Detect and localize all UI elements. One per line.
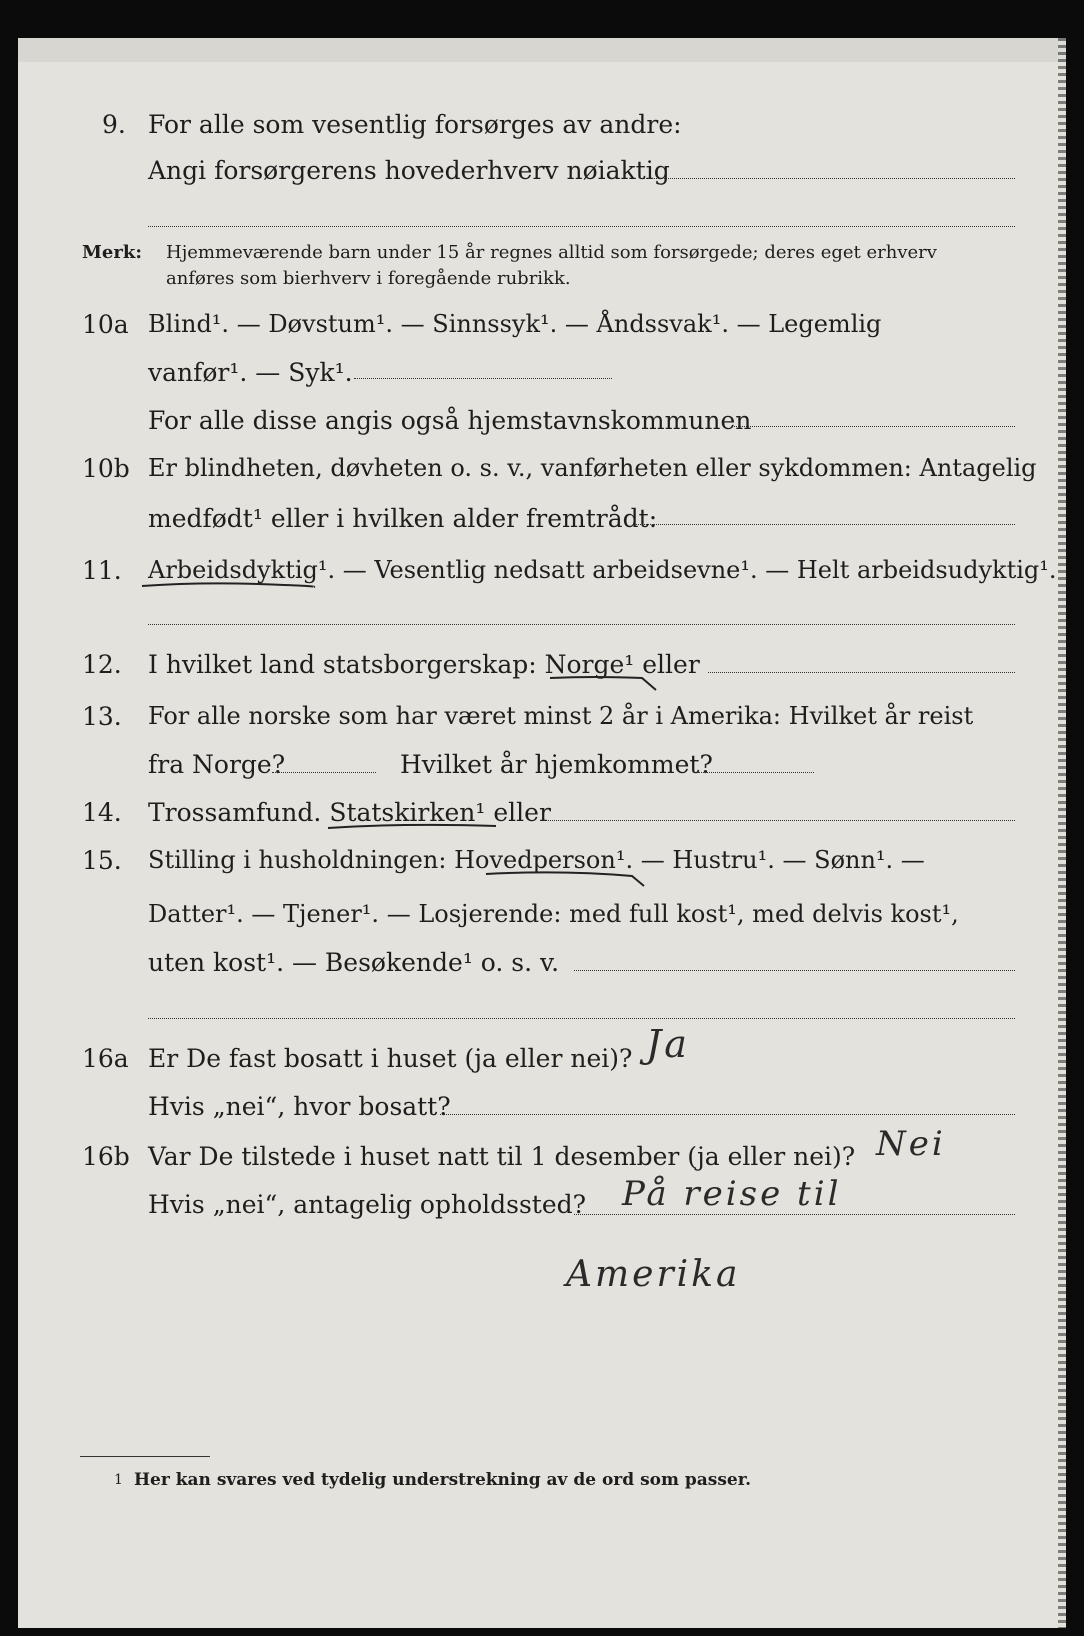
q9-answer-line (640, 178, 1015, 179)
census-form-page (18, 38, 1066, 1628)
q10a-line2: vanfør¹. — Syk¹. (148, 358, 353, 387)
q16a-line2: Hvis „nei“, hvor bosatt? (148, 1092, 451, 1121)
q16a-answer-line (440, 1114, 1015, 1115)
q12-underline-mark (546, 670, 666, 692)
q15-line2: Datter¹. — Tjener¹. — Losjerende: med full kost¹, med delvis kost¹, (148, 900, 959, 928)
q14-underline-mark (324, 818, 504, 834)
q16a-line1: Er De fast bosatt i huset (ja eller nei)? (148, 1044, 633, 1073)
q14-rest: ¹ eller (475, 798, 551, 827)
q10b-answer-line (636, 524, 1015, 525)
q9-line1: For alle som vesentlig forsørges av andre: (148, 110, 682, 139)
q15-option-hovedperson: Hovedperson (454, 846, 616, 874)
footnote-rule (80, 1456, 210, 1457)
q15-underline-mark (482, 866, 662, 890)
q15-rest: ¹. — Hustru¹. — Sønn¹. — (615, 846, 925, 874)
q13-year-returned-line (698, 772, 814, 773)
q10a-number: 10a (82, 310, 129, 339)
merk-line2: anføres som bierhverv i foregående rubrikk. (166, 268, 571, 289)
q11-rest: ¹. — Vesentlig nedsatt arbeidsevne¹. — Helt arbeidsudyktig¹. (317, 556, 1057, 584)
q16b-answer-line (574, 1214, 1015, 1215)
q13-line2a: fra Norge? (148, 750, 286, 779)
q12-rest: ¹ eller (624, 650, 700, 679)
q13-year-left-line (272, 772, 376, 773)
q10a-answer-line (354, 378, 612, 379)
q16a-handwritten-answer: Ja (646, 1022, 690, 1066)
q10b-line2: medfødt¹ eller i hvilken alder fremtrådt: (148, 504, 658, 533)
q10a-line1: Blind¹. — Døvstum¹. — Sinnssyk¹. — Åndssvak¹. — Legemlig (148, 310, 882, 338)
q11-underline-mark (138, 578, 318, 594)
q16b-line2: Hvis „nei“, antagelig opholdssted? (148, 1190, 587, 1219)
q10b-number: 10b (82, 454, 130, 483)
footnote-text: Her kan svares ved tydelig understrekning av de ord som passer. (134, 1470, 752, 1490)
q14-number: 14. (82, 798, 122, 827)
page-header-strip (18, 38, 1066, 62)
q13-number: 13. (82, 702, 122, 731)
handwritten-place-line2: Amerika (566, 1254, 741, 1295)
q10a-municipality-line (734, 426, 1015, 427)
merk-label: Merk: (82, 242, 142, 263)
q10b-line1: Er blindheten, døvheten o. s. v., vanførheten eller sykdommen: Antagelig (148, 454, 1037, 482)
q16b-number: 16b (82, 1142, 130, 1171)
q15-line3: uten kost¹. — Besøkende¹ o. s. v. (148, 948, 560, 977)
q12-answer-line (708, 672, 1015, 673)
torn-right-edge (1058, 38, 1066, 1628)
q12-option-norge: Norge (544, 650, 625, 679)
q16b-line1: Var De tilstede i huset natt til 1 desember (ja eller nei)? (148, 1142, 856, 1171)
q14-text: Trossamfund. (148, 798, 322, 827)
q12-number: 12. (82, 650, 122, 679)
q9-line2: Angi forsørgerens hovederhverv nøiaktig (148, 156, 670, 185)
q12-text: I hvilket land statsborgerskap: (148, 650, 537, 679)
q13-line1: For alle norske som har været minst 2 år i Amerika: Hvilket år reist (148, 702, 974, 730)
q15-answer-line-2 (148, 1018, 1015, 1019)
q10a-line3: For alle disse angis også hjemstavnskommunen (148, 406, 752, 435)
q11-number: 11. (82, 556, 122, 585)
q13-line2b: Hvilket år hjemkommet? (400, 750, 713, 779)
q16a-number: 16a (82, 1044, 129, 1073)
q14-option-statskirken: Statskirken (329, 798, 476, 827)
q11-option-arbeidsdyktig: Arbeidsdyktig (148, 556, 318, 584)
q15-text: Stilling i husholdningen: (148, 846, 447, 874)
q15-answer-line (574, 970, 1015, 971)
merk-line1: Hjemmeværende barn under 15 år regnes alltid som forsørgede; deres eget erhverv (166, 242, 937, 263)
q15-number: 15. (82, 846, 122, 875)
q11-answer-line (148, 624, 1015, 625)
q14-answer-line (542, 820, 1015, 821)
handwritten-place-line1: På reise til (622, 1174, 842, 1214)
q16b-handwritten-answer: Nei (876, 1124, 946, 1164)
q9-number: 9. (102, 110, 126, 139)
footnote-mark: 1 (114, 1472, 123, 1488)
q9-answer-line-2 (148, 226, 1015, 227)
